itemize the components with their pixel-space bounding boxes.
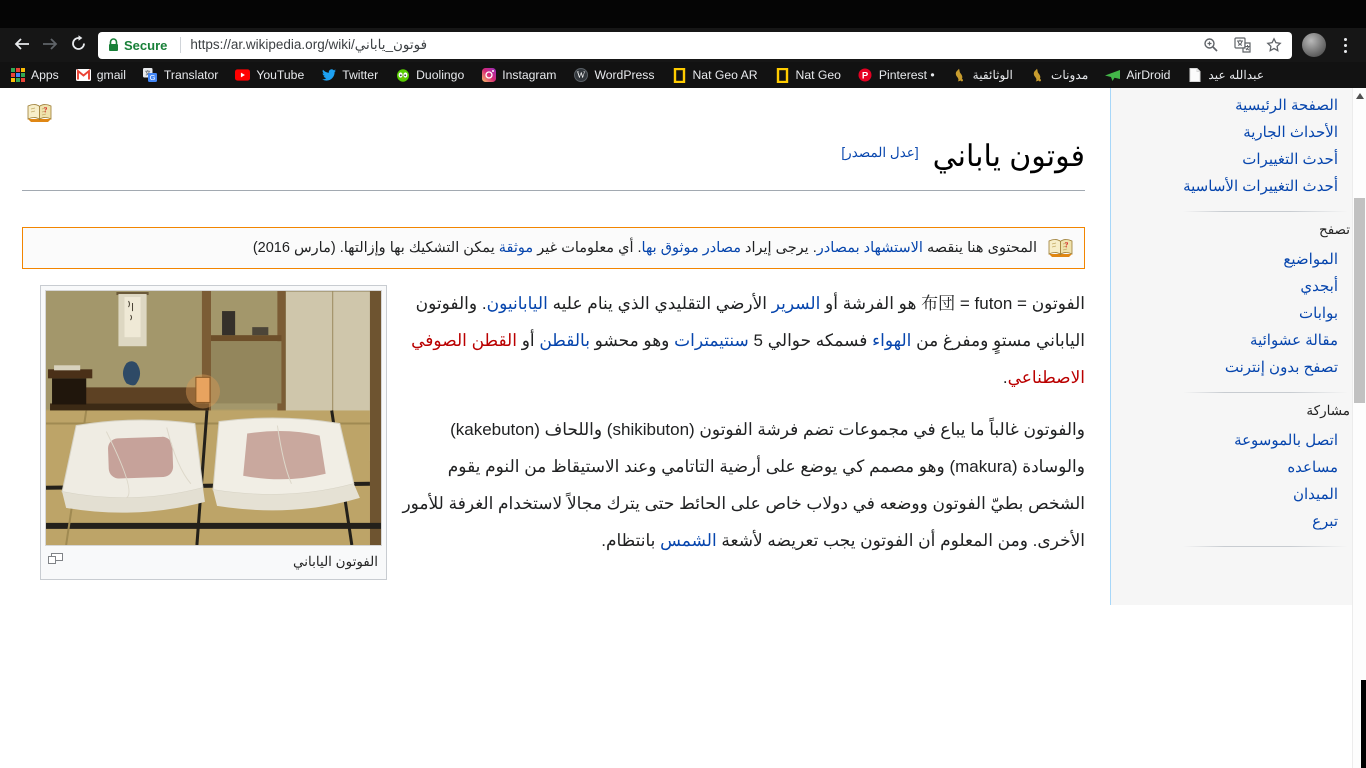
- apps-icon: [10, 68, 25, 82]
- bookmark-label: مدونات: [1050, 68, 1089, 82]
- edit-source-link[interactable]: [عدل المصدر]: [841, 145, 919, 160]
- sidebar-section-header: مشاركة: [1306, 403, 1350, 418]
- url-text[interactable]: https://ar.wikipedia.org/wiki/فوتون_ياباني: [190, 37, 428, 52]
- text-run: بانتظام.: [601, 530, 661, 550]
- bookmarks-bar: [0, 62, 1366, 88]
- sidebar-link-group-2: [1157, 427, 1352, 535]
- translate-icon: [143, 68, 158, 82]
- article-body: [22, 285, 1085, 569]
- natgeo-icon: [775, 68, 790, 83]
- sidebar-link[interactable]: الأحداث الجارية: [1243, 124, 1338, 141]
- sidebar-link[interactable]: الصفحة الرئيسية: [1235, 97, 1338, 114]
- wikipedia-page: [0, 88, 1366, 768]
- bookmark-label: Nat Geo: [795, 68, 841, 82]
- sidebar-link[interactable]: بوابات: [1299, 305, 1338, 322]
- bookmark-label: عبدالله عيد: [1208, 68, 1265, 82]
- bookmark-item-3[interactable]: [235, 68, 304, 82]
- book-question-icon: [26, 103, 53, 128]
- bookmark-item-6[interactable]: [481, 68, 556, 82]
- wiki-link[interactable]: القطن الصوفي الاصطناعي: [411, 330, 1085, 387]
- sidebar-link-group-1: [1157, 246, 1352, 381]
- page-scrollbar[interactable]: [1352, 88, 1366, 768]
- wordpress-icon: [573, 68, 588, 82]
- sidebar-divider: [1183, 392, 1348, 393]
- text-run: وهو محشو: [589, 330, 675, 350]
- wiki-link[interactable]: سنتيمترات: [674, 330, 749, 350]
- bookmark-label: YouTube: [256, 68, 305, 82]
- text-run: يمكن التشكيك بها وإزالتها. (مارس 2016): [252, 239, 499, 256]
- text-run: الأرضي التقليدي الذي ينام عليه: [547, 293, 772, 313]
- wiki-link[interactable]: موثقة: [498, 239, 534, 256]
- wiki-link[interactable]: مصادر موثوق بها: [641, 239, 741, 256]
- citation-notice-box: [22, 227, 1085, 269]
- text-run: . أي معلومات غير: [533, 239, 642, 256]
- bookmark-item-9[interactable]: [775, 68, 841, 83]
- refresh-button[interactable]: [64, 31, 92, 59]
- bookmark-item-5[interactable]: [395, 68, 464, 82]
- bookmark-label: Apps: [31, 68, 59, 82]
- browser-toolbar: [0, 28, 1366, 62]
- wiki-link[interactable]: الاستشهاد بمصادر: [816, 239, 923, 256]
- address-bar[interactable]: [98, 32, 1292, 59]
- sidebar-link[interactable]: اتصل بالموسوعة: [1234, 432, 1338, 449]
- bookmark-star-icon[interactable]: [1266, 37, 1282, 53]
- twitter-icon: [321, 69, 336, 81]
- screen-edge-artifact: [1361, 680, 1366, 768]
- youtube-icon: [235, 69, 250, 81]
- bookmark-item-1[interactable]: [76, 68, 126, 82]
- browser-menu-button[interactable]: [1332, 32, 1358, 58]
- forward-arrow-icon: [41, 36, 59, 55]
- sidebar-link[interactable]: تصفح بدون إنترنت: [1224, 359, 1338, 376]
- image-caption: [45, 546, 382, 575]
- bookmark-label: gmail: [96, 68, 126, 82]
- bookmark-label: Instagram: [502, 68, 557, 82]
- bookmark-label: الوثائقية: [972, 68, 1013, 82]
- sidebar-link[interactable]: أحدث التغييرات: [1242, 151, 1338, 168]
- wiki-link[interactable]: السرير: [771, 293, 821, 313]
- zoom-icon[interactable]: [1203, 37, 1219, 53]
- scrollbar-up-arrow-icon[interactable]: [1356, 93, 1364, 99]
- article-content: [0, 88, 1110, 768]
- airdroid-icon: [1105, 70, 1120, 81]
- sidebar-link-group-0: [1157, 92, 1352, 200]
- sidebar-link[interactable]: أبجدي: [1300, 278, 1338, 295]
- svg-text:W: W: [576, 70, 586, 81]
- bookmark-item-14[interactable]: [1187, 68, 1264, 82]
- page-icon: [1187, 68, 1202, 82]
- sidebar-divider: [1183, 211, 1348, 212]
- text-run: فسمكه حوالي 5: [748, 330, 873, 350]
- gold-emblem-icon: [952, 68, 967, 82]
- back-button[interactable]: [8, 31, 36, 59]
- duolingo-icon: [395, 68, 410, 82]
- omnibox-separator: [180, 37, 181, 53]
- gmail-icon: [76, 69, 91, 81]
- wiki-link[interactable]: بالقطن: [539, 330, 590, 350]
- enlarge-icon[interactable]: [48, 553, 63, 564]
- sidebar-section-header: تصفح: [1318, 222, 1350, 237]
- wiki-link[interactable]: الهواء: [872, 330, 912, 350]
- instagram-icon: [481, 68, 496, 82]
- scrollbar-thumb[interactable]: [1354, 198, 1365, 403]
- bookmark-label: Pinterest •: [878, 68, 935, 82]
- bookmark-label: Translator: [163, 68, 219, 82]
- natgeo-icon: [672, 68, 687, 83]
- bookmark-label: Nat Geo AR: [692, 68, 758, 82]
- bookmark-item-10[interactable]: [858, 68, 935, 82]
- text-run: الفوتون = 布団 = futon هو الفرشة أو: [820, 293, 1085, 313]
- wiki-link[interactable]: الشمس: [660, 530, 717, 550]
- svg-text:P: P: [862, 70, 869, 82]
- text-run: .: [1002, 367, 1008, 387]
- sidebar-link[interactable]: الميدان: [1293, 486, 1338, 503]
- security-label: Secure: [124, 37, 168, 53]
- forward-button[interactable]: [36, 31, 64, 59]
- svg-text:?: ?: [43, 105, 48, 115]
- book-question-icon: [1047, 238, 1074, 258]
- svg-text:G: G: [149, 73, 156, 82]
- sidebar-link[interactable]: المواضيع: [1283, 251, 1338, 268]
- futon-photo[interactable]: [45, 290, 382, 546]
- image-thumbnail[interactable]: [40, 285, 387, 580]
- avatar[interactable]: [1302, 33, 1326, 57]
- refresh-icon: [70, 35, 87, 55]
- gold-emblem-icon: [1030, 68, 1045, 82]
- bookmark-label: Duolingo: [416, 68, 465, 82]
- caption-text: الفوتون الياباني: [293, 553, 378, 569]
- bookmark-label: AirDroid: [1126, 68, 1171, 82]
- pinterest-icon: [858, 68, 873, 82]
- bookmark-item-13[interactable]: [1105, 68, 1170, 82]
- text-run: والفوتون غالباً ما يباع في مجموعات تضم فرشة الفوتون (shikibuton) واللحاف (kakebuton) والوسادة (makura) وهو مصمم كي يوضع على أرضية التاتامي وعند الاستيقاظ من النوم يقوم الشخص بطيّ الفوتون ووضعه في دولاب خاص على الحائط حتى يترك مجالاً لاستخدام الغرفة للأمور الأخرى. ومن المعلوم أن الفوتون يجب تعريضه لأشعة: [402, 419, 1085, 550]
- bookmark-item-4[interactable]: [321, 68, 378, 82]
- bookmark-item-0[interactable]: [10, 68, 59, 82]
- sidebar-link[interactable]: أحدث التغييرات الأساسية: [1183, 178, 1338, 195]
- bookmark-label: WordPress: [594, 68, 655, 82]
- bookmark-item-2[interactable]: [143, 68, 218, 82]
- sidebar-divider: [1183, 546, 1348, 547]
- notice-text: [253, 236, 1037, 260]
- bookmark-item-12[interactable]: [1030, 68, 1088, 82]
- tab-strip: [0, 0, 1366, 28]
- bookmark-label: Twitter: [342, 68, 379, 82]
- bookmark-item-8[interactable]: [672, 68, 758, 83]
- wiki-sidebar: [1110, 88, 1366, 605]
- browser-window: [0, 0, 1366, 88]
- bookmark-item-11[interactable]: [952, 68, 1013, 82]
- svg-text:?: ?: [1064, 240, 1069, 249]
- translate-page-icon[interactable]: [1234, 37, 1251, 53]
- page-title: [22, 138, 1085, 191]
- text-run: . يرجى إيراد: [741, 239, 817, 256]
- wiki-link[interactable]: اليابانيون: [486, 293, 548, 313]
- bookmark-item-7[interactable]: [573, 68, 654, 82]
- back-arrow-icon: [13, 36, 31, 55]
- sidebar-link[interactable]: مساعده: [1287, 459, 1338, 476]
- sidebar-link[interactable]: تبرع: [1312, 513, 1338, 530]
- sidebar-link[interactable]: مقالة عشوائية: [1250, 332, 1338, 349]
- text-run: . والفوتون الياباني مستوٍ ومفرغ من: [415, 293, 1085, 350]
- text-run: أو: [516, 330, 540, 350]
- lock-icon: [108, 38, 119, 52]
- article-title-text: فوتون ياباني: [932, 140, 1085, 173]
- text-run: المحتوى هنا ينقصه: [922, 239, 1037, 256]
